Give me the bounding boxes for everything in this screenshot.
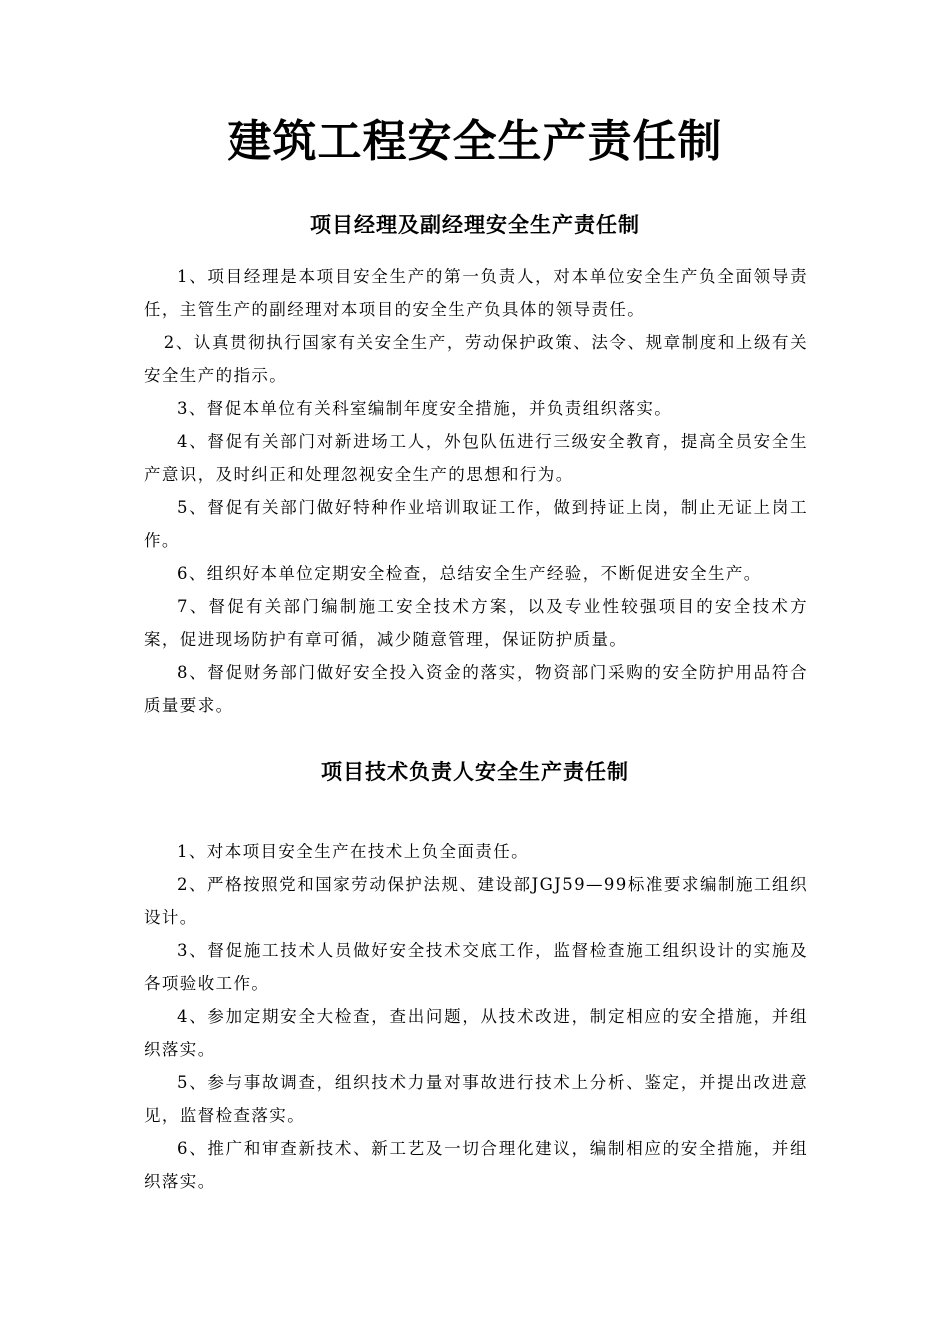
clause-paragraph: 7、督促有关部门编制施工安全技术方案，以及专业性较强项目的安全技术方案，促进现场防护有章可循，减少随意管理，保证防护质量。 [144, 597, 808, 649]
clause-paragraph: 4、参加定期安全大检查，查出问题，从技术改进，制定相应的安全措施，并组织落实。 [144, 1007, 808, 1059]
clause-paragraph: 2、严格按照党和国家劳动保护法规、建设部JGJ59—99标准要求编制施工组织设计。 [144, 875, 808, 927]
clause-paragraph: 5、督促有关部门做好特种作业培训取证工作，做到持证上岗，制止无证上岗工作。 [144, 498, 808, 550]
clause-paragraph: 6、推广和审查新技术、新工艺及一切合理化建议，编制相应的安全措施，并组织落实。 [144, 1139, 808, 1191]
clause-paragraph: 4、督促有关部门对新进场工人，外包队伍进行三级安全教育，提高全员安全生产意识，及时纠正和处理忽视安全生产的思想和行为。 [144, 432, 808, 484]
section-body-project-manager [144, 260, 808, 722]
section-heading-project-manager: 项目经理及副经理安全生产责任制 [310, 212, 640, 237]
section-body-technical-lead [144, 835, 808, 1198]
clause-paragraph: 3、督促本单位有关科室编制年度安全措施，并负责组织落实。 [177, 399, 673, 418]
section-heading-technical-lead: 项目技术负责人安全生产责任制 [321, 759, 629, 784]
clause-paragraph: 3、督促施工技术人员做好安全技术交底工作，监督检查施工组织设计的实施及各项验收工作。 [144, 941, 808, 993]
document-title: 建筑工程安全生产责任制 [227, 116, 723, 167]
clause-paragraph: 1、对本项目安全生产在技术上负全面责任。 [177, 842, 529, 861]
clause-paragraph: 6、组织好本单位定期安全检查，总结安全生产经验，不断促进安全生产。 [177, 564, 762, 583]
clause-paragraph: 1、项目经理是本项目安全生产的第一负责人，对本单位安全生产负全面领导责任，主管生产的副经理对本项目的安全生产负具体的领导责任。 [144, 267, 808, 319]
clause-paragraph: 8、督促财务部门做好安全投入资金的落实，物资部门采购的安全防护用品符合质量要求。 [144, 663, 808, 715]
clause-paragraph: 5、参与事故调查，组织技术力量对事故进行技术上分析、鉴定，并提出改进意见，监督检查落实。 [144, 1073, 808, 1125]
clause-paragraph: 2、认真贯彻执行国家有关安全生产，劳动保护政策、法令、规章制度和上级有关安全生产的指示。 [144, 333, 808, 385]
